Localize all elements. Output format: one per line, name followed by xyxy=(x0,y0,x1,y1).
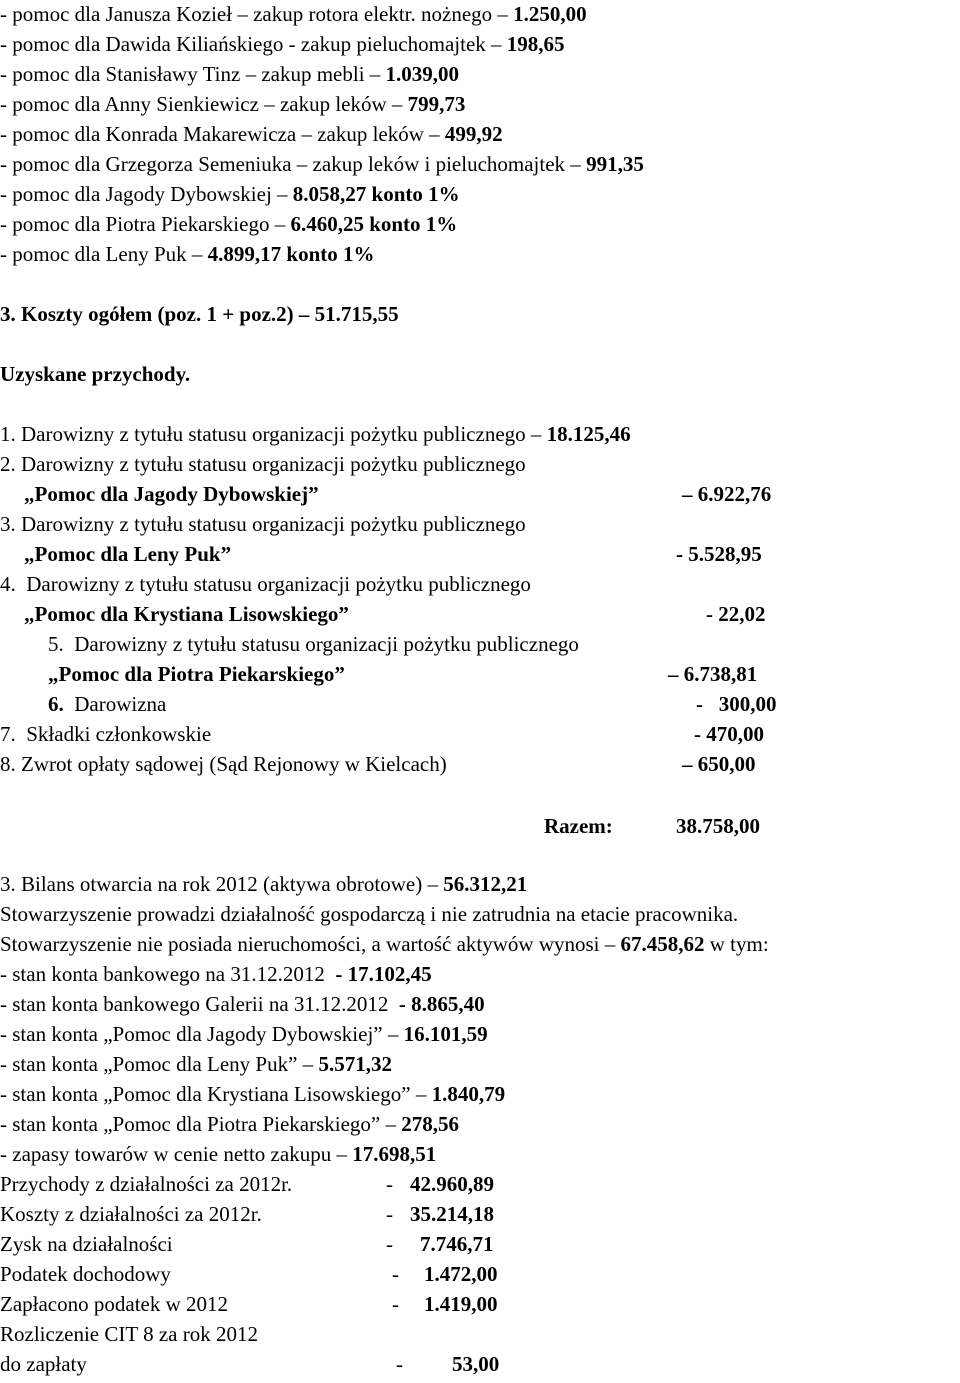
revenue-item-name: „Pomoc dla Leny Puk” xyxy=(24,542,232,566)
revenue-item-name: „Pomoc dla Jagody Dybowskiej” xyxy=(24,482,319,506)
summary-amount: 35.214,18 xyxy=(410,1202,494,1226)
revenue-item: 7. Składki członkowskie xyxy=(0,722,212,746)
balance-line: 3. Bilans otwarcia na rok 2012 (aktywa obrotowe) – 56.312,21 xyxy=(0,872,528,896)
account-line: - stan konta „Pomoc dla Piotra Piekarskiego” – 278,56 xyxy=(0,1112,459,1136)
account-line: - stan konta „Pomoc dla Jagody Dybowskiej” – 16.101,59 xyxy=(0,1022,488,1046)
statement: Stowarzyszenie prowadzi działalność gospodarczą i nie zatrudnia na etacie pracownika. xyxy=(0,902,739,926)
revenue-item-amount: – 650,00 xyxy=(682,752,756,776)
summary-label: do zapłaty xyxy=(0,1352,87,1376)
total-costs: 3. Koszty ogółem (poz. 1 + poz.2) – 51.715,55 xyxy=(0,302,399,326)
revenue-item-amount: – 6.738,81 xyxy=(668,662,758,686)
summary-dash: - xyxy=(386,1232,393,1256)
summary-label: Koszty z działalności za 2012r. xyxy=(0,1202,262,1226)
account-line: - stan konta „Pomoc dla Krystiana Lisowskiego” – 1.840,79 xyxy=(0,1082,506,1106)
summary-amount: 7.746,71 xyxy=(420,1232,494,1256)
revenue-item-name: „Pomoc dla Piotra Piekarskiego” xyxy=(48,662,345,686)
revenue-item: 4. Darowizny z tytułu statusu organizacji pożytku publicznego xyxy=(0,572,531,596)
revenue-item: 1. Darowizny z tytułu statusu organizacji pożytku publicznego – 18.125,46 xyxy=(0,422,631,446)
total-value: 38.758,00 xyxy=(676,814,760,838)
summary-label: Przychody z działalności za 2012r. xyxy=(0,1172,293,1196)
statement: Stowarzyszenie nie posiada nieruchomości, a wartość aktywów wynosi – 67.458,62 w tym: xyxy=(0,932,769,956)
summary-label: Zysk na działalności xyxy=(0,1232,173,1256)
list-item: - pomoc dla Stanisławy Tinz – zakup mebli – 1.039,00 xyxy=(0,62,460,86)
revenue-item: 5. Darowizny z tytułu statusu organizacji pożytku publicznego xyxy=(48,632,579,656)
summary-dash: - xyxy=(396,1352,403,1376)
total-label: Razem: xyxy=(544,814,613,838)
revenue-item-amount: - 300,00 xyxy=(696,692,777,716)
revenue-item: 3. Darowizny z tytułu statusu organizacji pożytku publicznego xyxy=(0,512,526,536)
summary-amount: 1.419,00 xyxy=(424,1292,498,1316)
list-item: - pomoc dla Jagody Dybowskiej – 8.058,27 konto 1% xyxy=(0,182,460,206)
revenue-item: 8. Zwrot opłaty sądowej (Sąd Rejonowy w Kielcach) xyxy=(0,752,447,776)
account-line: - zapasy towarów w cenie netto zakupu – 17.698,51 xyxy=(0,1142,437,1166)
list-item: - pomoc dla Konrada Makarewicza – zakup leków – 499,92 xyxy=(0,122,503,146)
list-item: - pomoc dla Piotra Piekarskiego – 6.460,25 konto 1% xyxy=(0,212,458,236)
list-item: - pomoc dla Anny Sienkiewicz – zakup leków – 799,73 xyxy=(0,92,466,116)
list-item: - pomoc dla Janusza Kozieł – zakup rotora elektr. nożnego – 1.250,00 xyxy=(0,2,587,26)
list-item: - pomoc dla Leny Puk – 4.899,17 konto 1% xyxy=(0,242,375,266)
summary-label: Zapłacono podatek w 2012 xyxy=(0,1292,229,1316)
account-line: - stan konta bankowego na 31.12.2012 - 17.102,45 xyxy=(0,962,432,986)
revenue-item-amount: - 5.528,95 xyxy=(676,542,762,566)
revenue-item-amount: – 6.922,76 xyxy=(682,482,772,506)
revenue-item-name: „Pomoc dla Krystiana Lisowskiego” xyxy=(24,602,349,626)
summary-dash: - xyxy=(392,1292,399,1316)
account-line: - stan konta „Pomoc dla Leny Puk” – 5.571,32 xyxy=(0,1052,392,1076)
summary-amount: 42.960,89 xyxy=(410,1172,494,1196)
account-line: - stan konta bankowego Galerii na 31.12.2012 - 8.865,40 xyxy=(0,992,485,1016)
list-item: - pomoc dla Dawida Kiliańskiego - zakup pieluchomajtek – 198,65 xyxy=(0,32,565,56)
revenue-item-amount: - 22,02 xyxy=(706,602,766,626)
cit-line: Rozliczenie CIT 8 za rok 2012 xyxy=(0,1322,258,1346)
revenue-item: 6. Darowizna xyxy=(48,692,167,716)
revenue-item-amount: - 470,00 xyxy=(694,722,764,746)
summary-amount: 53,00 xyxy=(452,1352,500,1376)
list-item: - pomoc dla Grzegorza Semeniuka – zakup leków i pieluchomajtek – 991,35 xyxy=(0,152,644,176)
summary-dash: - xyxy=(386,1202,393,1226)
summary-label: Podatek dochodowy xyxy=(0,1262,171,1286)
revenue-heading: Uzyskane przychody. xyxy=(0,362,191,386)
summary-dash: - xyxy=(392,1262,399,1286)
summary-amount: 1.472,00 xyxy=(424,1262,498,1286)
revenue-item: 2. Darowizny z tytułu statusu organizacji pożytku publicznego xyxy=(0,452,526,476)
summary-dash: - xyxy=(386,1172,393,1196)
